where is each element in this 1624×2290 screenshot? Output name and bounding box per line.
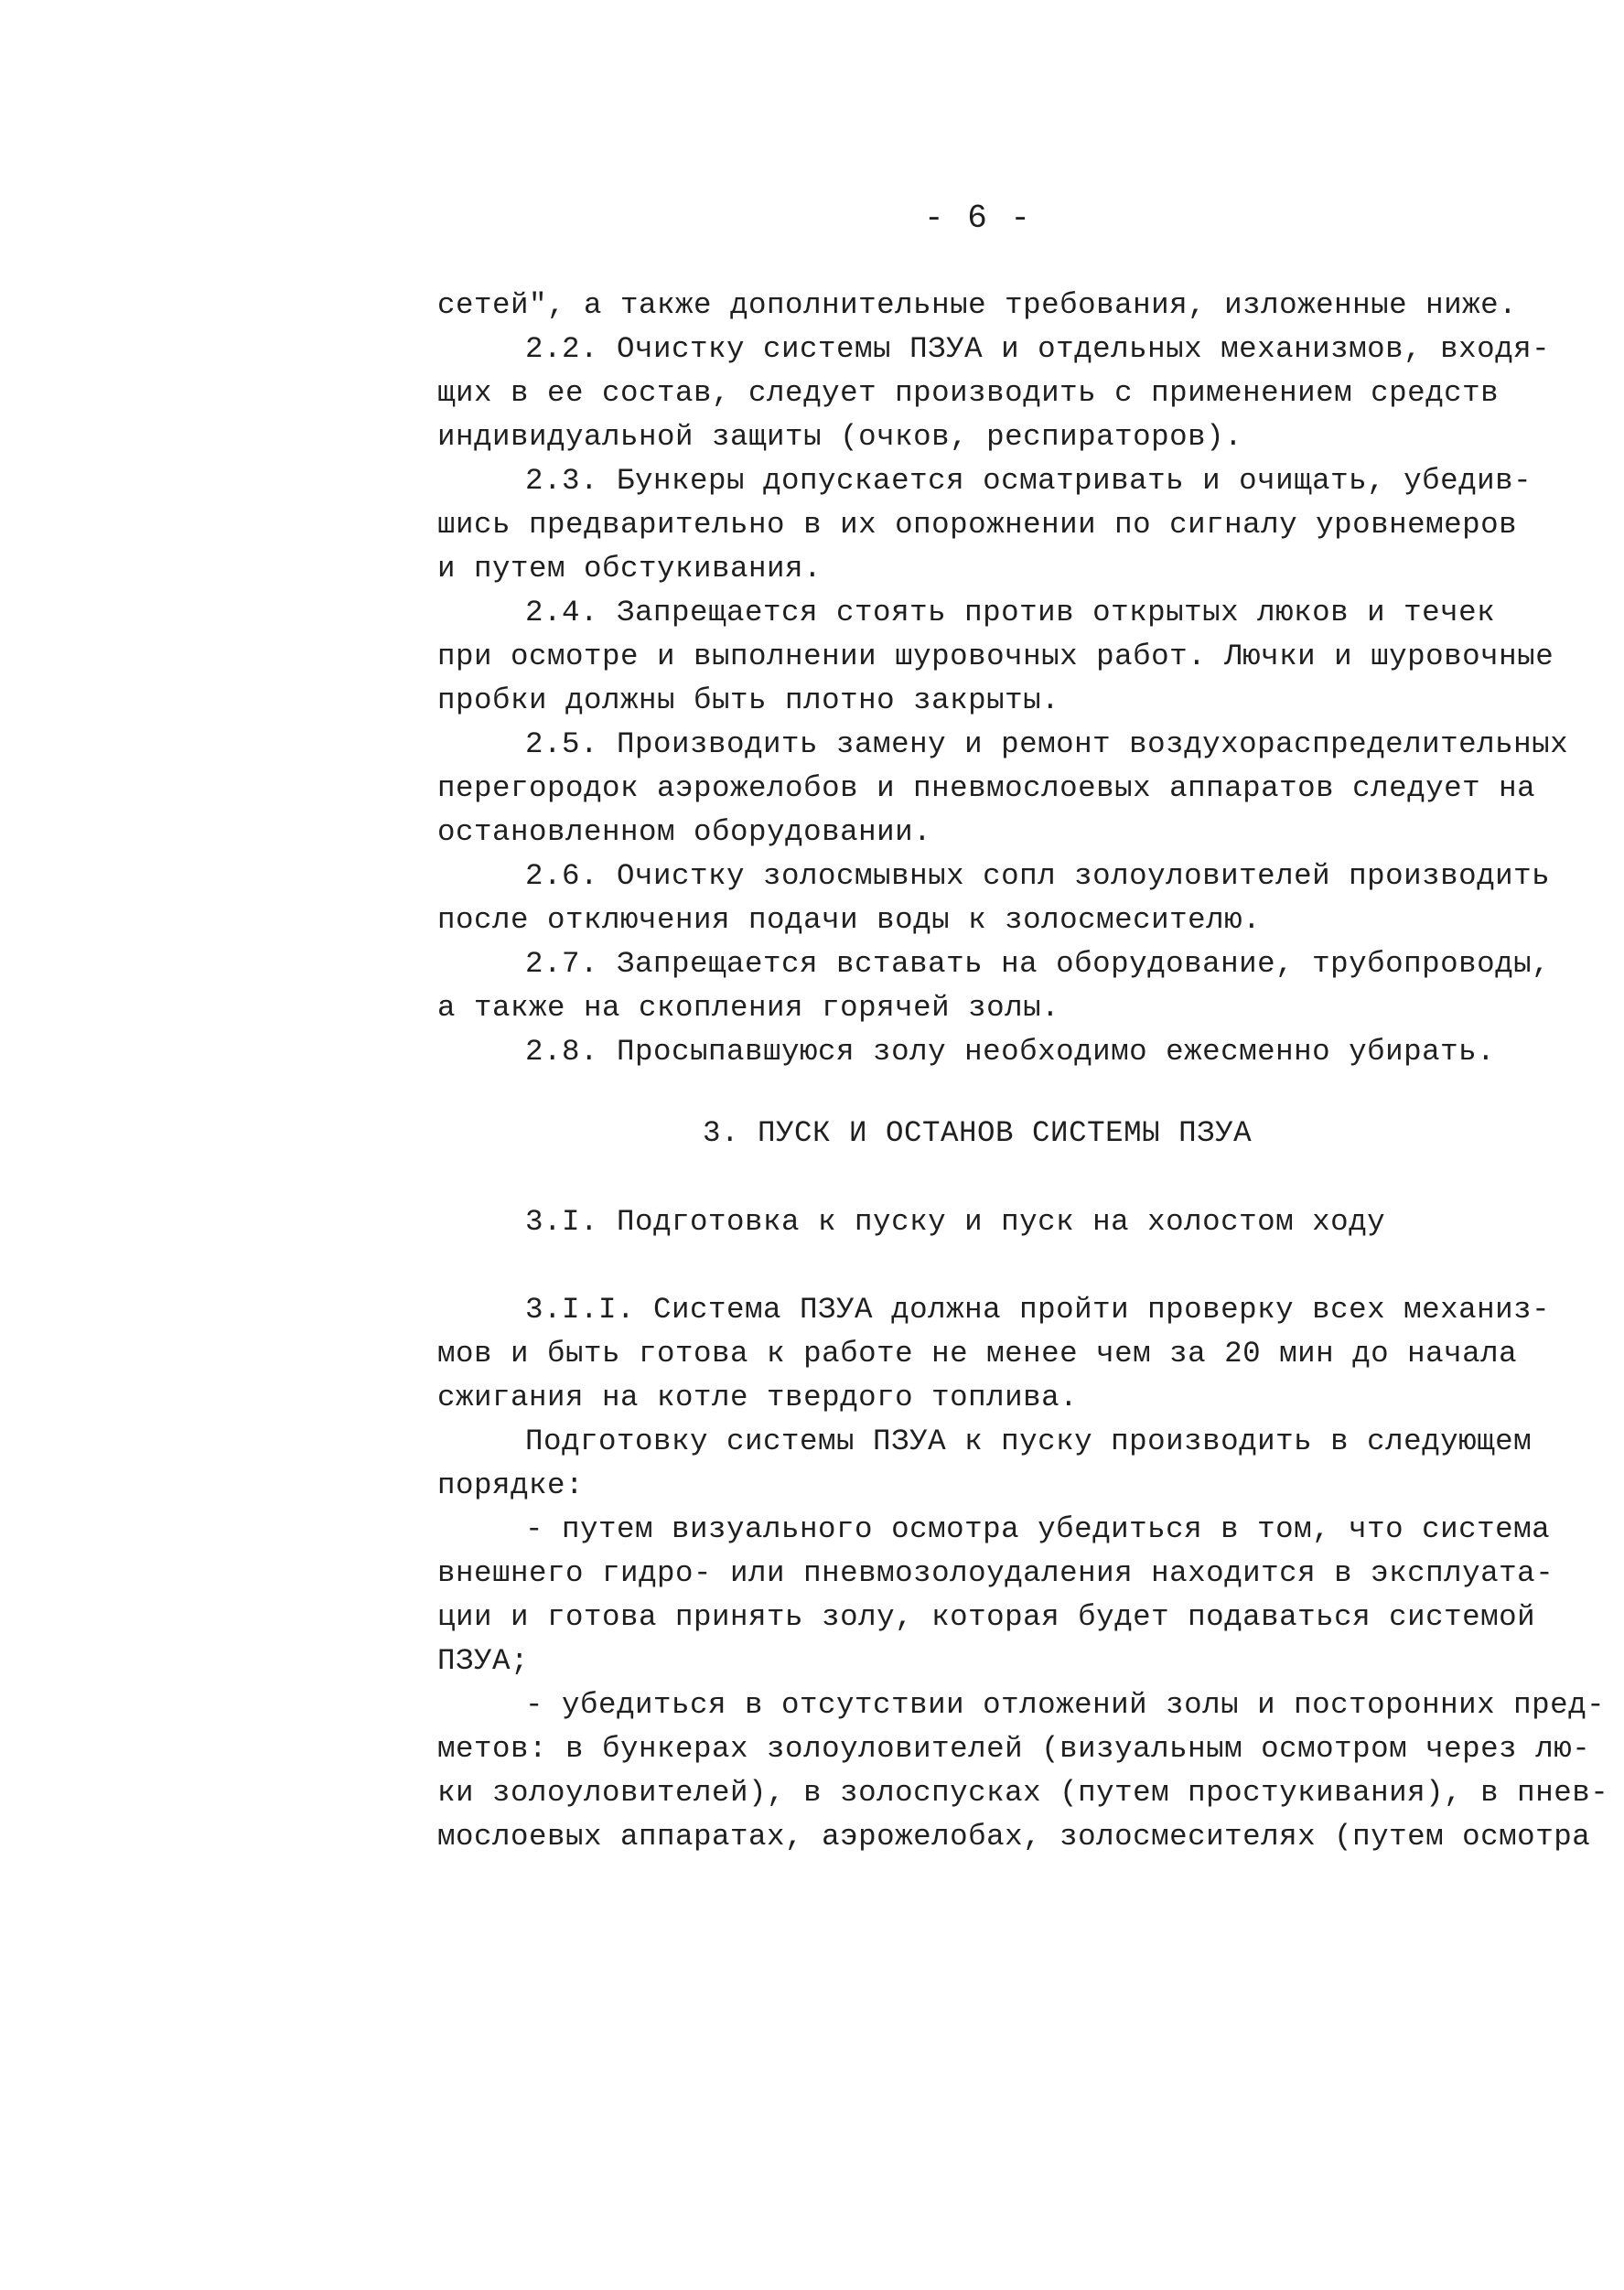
- text-line: мослоевых аппаратах, аэрожелобах, золосмесителях (путем осмотра: [437, 1820, 1591, 1854]
- text-line: перегородок аэрожелобов и пневмослоевых аппаратов следует на: [437, 771, 1536, 805]
- paragraph-2-8: 2.8. Просыпавшуюся золу необходимо ежесменно убирать.: [525, 1035, 1496, 1069]
- text-line: пробки должны быть плотно закрыты.: [437, 683, 1060, 717]
- paragraph-2-5: 2.5. Производить замену и ремонт воздухораспределительных: [525, 727, 1569, 761]
- text-line: щих в ее состав, следует производить с применением средств: [437, 376, 1500, 410]
- section-heading: 3. ПУСК И ОСТАНОВ СИСТЕМЫ ПЗУА: [703, 1116, 1253, 1150]
- list-item-visual-inspection: - путем визуального осмотра убедиться в том, что система: [525, 1512, 1551, 1546]
- text-line: порядке:: [437, 1468, 585, 1502]
- text-line: ции и готова принять золу, которая будет подаваться системой: [437, 1600, 1536, 1634]
- text-line: после отключения подачи воды к золосмесителю.: [437, 903, 1262, 937]
- text-line: при осмотре и выполнении шуровочных работ. Лючки и шуровочные: [437, 640, 1554, 673]
- text-line: остановленном оборудовании.: [437, 815, 932, 849]
- section-3-heading-wrap: [437, 1112, 1618, 1156]
- paragraph-2-7: 2.7. Запрещается вставать на оборудование, трубопроводы,: [525, 947, 1551, 981]
- text-line: индивидуальной защиты (очков, респираторов).: [437, 420, 1243, 454]
- list-item-check-deposits: - убедиться в отсутствии отложений золы и посторонних пред-: [525, 1688, 1606, 1722]
- text-line: метов: в бункерах золоуловителей (визуальным осмотром через лю-: [437, 1732, 1591, 1766]
- subsection-heading: 3.I. Подготовка к пуску и пуск на холостом ходу: [525, 1205, 1386, 1239]
- paragraph-2-6: 2.6. Очистку золосмывных сопл золоуловителей производить: [525, 859, 1551, 893]
- text-line: мов и быть готова к работе не менее чем за 20 мин до начала: [437, 1337, 1518, 1371]
- startup-preparation-text: [437, 1288, 1618, 1859]
- paragraph-2-2: 2.2. Очистку системы ПЗУА и отдельных механизмов, входя-: [525, 332, 1551, 366]
- paragraph-2-4: 2.4. Запрещается стоять против открытых люков и течек: [525, 596, 1496, 629]
- text-line: внешнего гидро- или пневмозолоудаления находится в эксплуата-: [437, 1556, 1554, 1590]
- paragraph-3-1-1: 3.I.I. Система ПЗУА должна пройти проверку всех механиз-: [525, 1293, 1551, 1327]
- text-line: ПЗУА;: [437, 1644, 530, 1678]
- text-line: сетей", а также дополнительные требования, изложенные ниже.: [437, 288, 1518, 322]
- text-line: ки золоуловителей), в золоспусках (путем простукивания), в пнев-: [437, 1776, 1609, 1810]
- paragraph-2-3: 2.3. Бункеры допускается осматривать и очищать, убедив-: [525, 464, 1533, 498]
- text-line: и путем обстукивания.: [437, 552, 823, 586]
- paragraph-preparation: Подготовку системы ПЗУА к пуску производить в следующем: [525, 1425, 1533, 1458]
- text-line: сжигания на котле твердого топлива.: [437, 1381, 1079, 1414]
- safety-requirements-text: [437, 284, 1618, 1074]
- text-line: шись предварительно в их опорожнении по сигналу уровнемеров: [437, 508, 1518, 542]
- subsection-3-1-heading-wrap: [437, 1200, 1618, 1244]
- page-number: - 6 -: [924, 199, 1033, 237]
- text-line: а также на скопления горячей золы.: [437, 991, 1060, 1025]
